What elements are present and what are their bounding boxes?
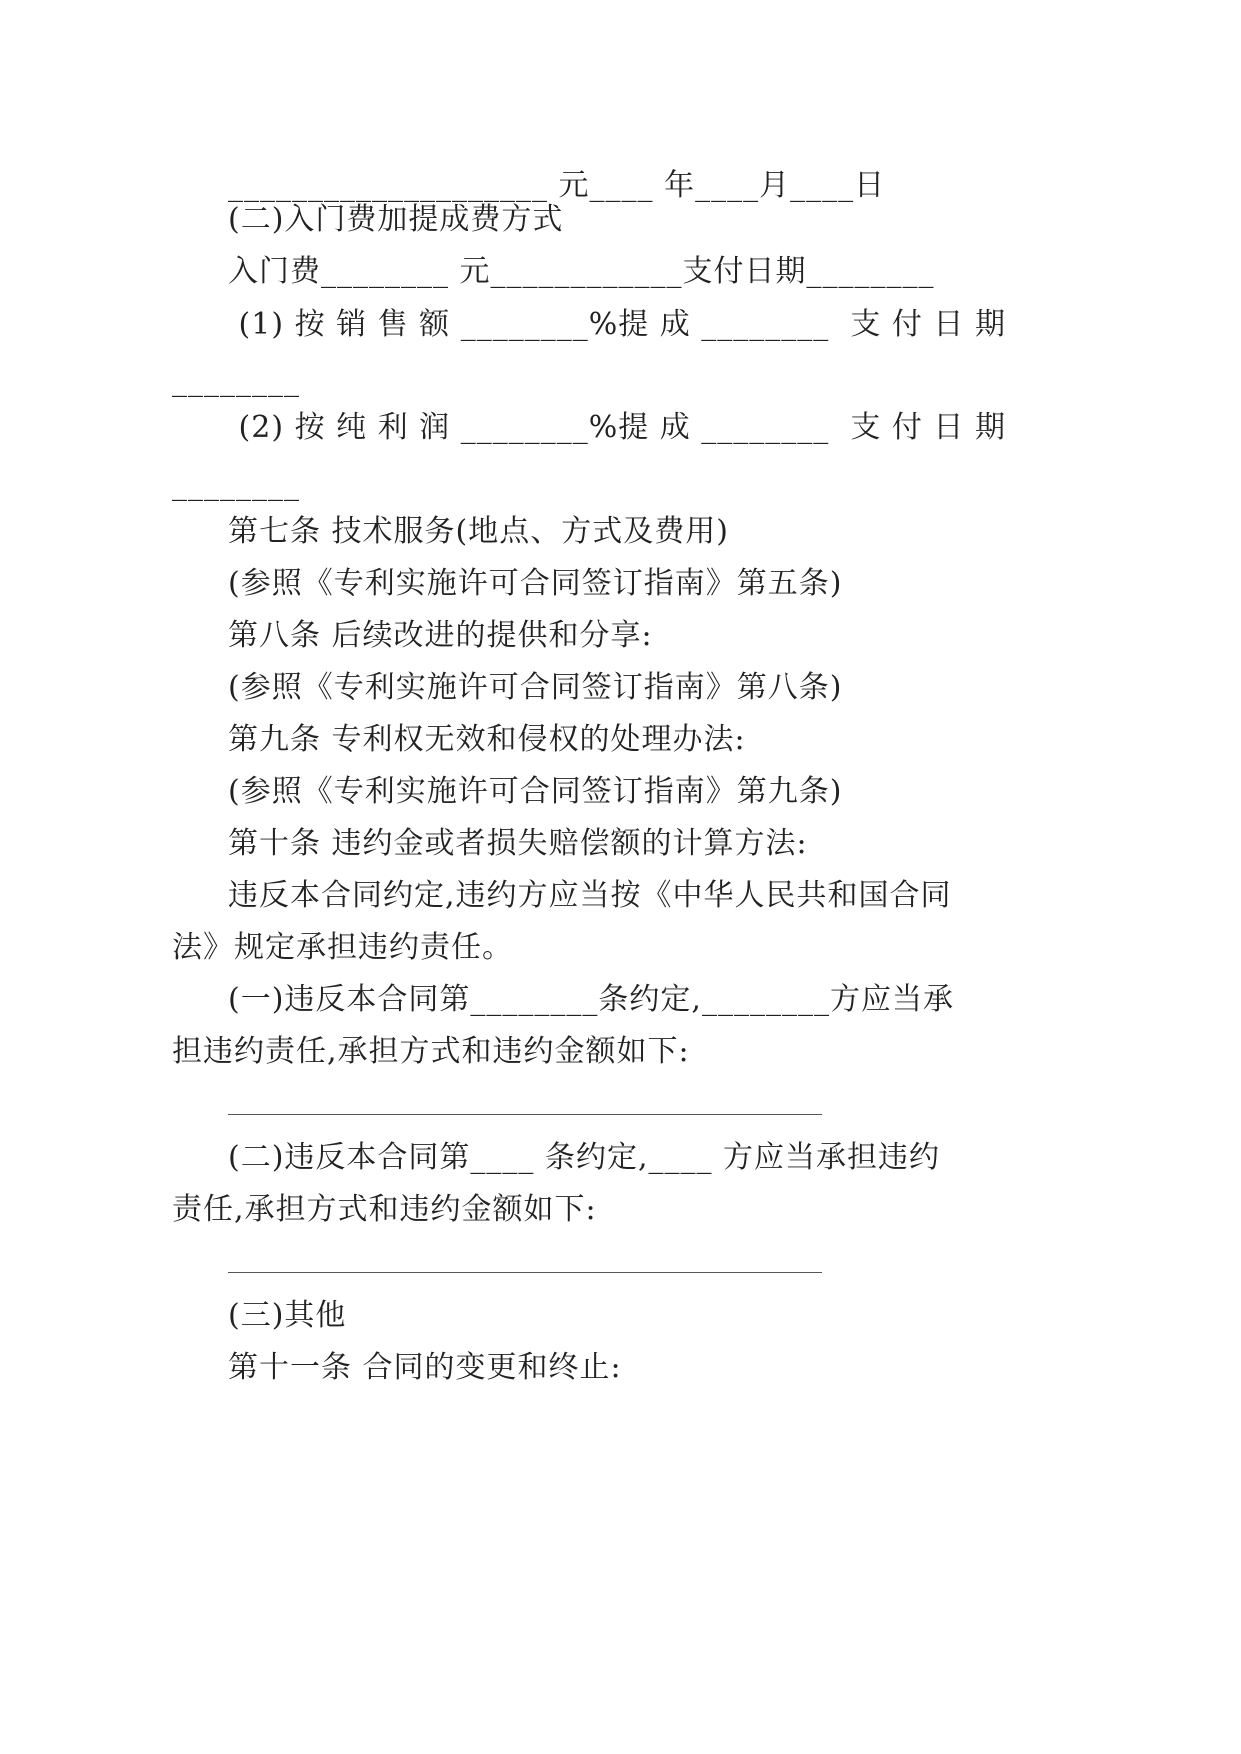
article-11-heading: 第十一条 合同的变更和终止: [228,1350,622,1385]
article-10-heading: 第十条 违约金或者损失赔偿额的计算方法: [228,826,808,861]
article-8-heading: 第八条 后续改进的提供和分享: [228,618,653,653]
article-8-reference: (参照《专利实施许可合同签订指南》第八条) [228,670,843,705]
section-entry-fee-commission: (二)入门费加提成费方式 [228,202,564,237]
article-10-body-line-1: 违反本合同约定,违约方应当按《中华人民共和国合同 [228,878,952,913]
article-9-heading: 第九条 专利权无效和侵权的处理办法: [228,722,746,757]
profit-commission-line: (2) 按 纯 利 润 ________%提 成 ________ 支 付 日 期 [228,410,1006,445]
article-9-reference: (参照《专利实施许可合同签订指南》第九条) [228,774,843,809]
breach-clause-2-line-2: 责任,承担方式和违约金额如下: [172,1192,597,1227]
breach-clause-1-line-2: 担违约责任,承担方式和违约金额如下: [172,1034,690,1069]
breach-clause-3: (三)其他 [228,1298,347,1333]
sales-commission-date-blank: ________ [172,363,300,398]
breach-clause-2-blank-rule [228,1272,822,1273]
article-7-heading: 第七条 技术服务(地点、方式及费用) [228,514,729,549]
profit-commission-date-blank: ________ [172,467,300,502]
article-10-body-line-2: 法》规定承担违约责任。 [172,930,513,965]
entry-fee-line: 入门费________ 元____________支付日期________ [228,254,935,289]
payment-date-line: ____________________ 元____ 年____月____日 [228,168,886,203]
sales-commission-line: (1) 按 销 售 额 ________%提 成 ________ 支 付 日 期 [228,307,1006,342]
breach-clause-1-blank-rule [228,1114,822,1115]
article-7-reference: (参照《专利实施许可合同签订指南》第五条) [228,566,843,601]
breach-clause-2-line-1: (二)违反本合同第____ 条约定,____ 方应当承担违约 [228,1140,941,1175]
breach-clause-1-line-1: (一)违反本合同第________条约定,________方应当承 [228,982,954,1017]
